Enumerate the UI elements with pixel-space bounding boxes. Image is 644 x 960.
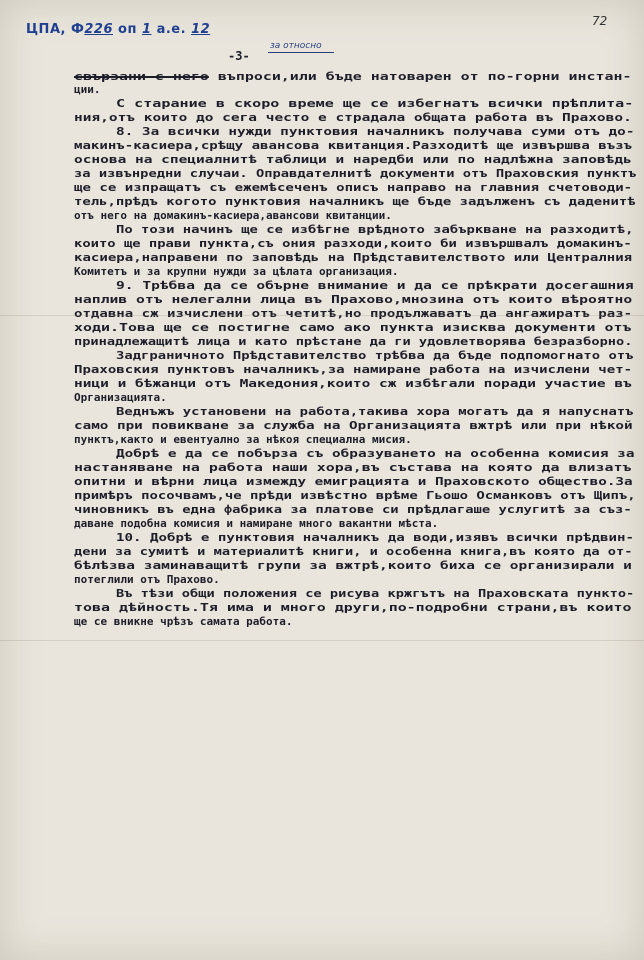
paper-crease bbox=[0, 640, 644, 641]
text-line: Комитетъ и за крупни нужди за цѣлата организация. bbox=[74, 265, 399, 278]
text-line: По този начинъ ще се избѣгне врѣдното забъркване на разходитѣ, bbox=[116, 223, 634, 236]
text-line: пунктъ,както и евентуално за нѣкоя специална мисия. bbox=[74, 433, 412, 446]
text-line: касиера,направени по заповѣдь на Прѣдставителството или Централния bbox=[74, 251, 633, 264]
text-line: бѣлѣзва заминаващитѣ групи за вжтрѣ,които биха се организирали и bbox=[74, 559, 632, 572]
sheet-number: 72 bbox=[592, 14, 608, 28]
text-line: Организацията. bbox=[74, 391, 167, 404]
text-line: макинъ-касиера,срѣщу авансова квитанция.Разходитѣ ще извършва възъ bbox=[74, 139, 633, 152]
text-line: основа на специалнитѣ таблици и наредби или по надлѣжна заповѣдь bbox=[74, 153, 632, 166]
text-line: ще се изпращатъ съ ежемѣсеченъ описъ направо на главния счетоводи- bbox=[74, 181, 633, 194]
text-line: ходи.Това ще се постигне само ако пункта изисква документи отъ bbox=[74, 321, 632, 334]
stamp-opis-label: оп bbox=[118, 22, 137, 37]
text-line: отдавна сж изчислени отъ четитѣ,но продължаватъ да ангажиратъ раз- bbox=[74, 307, 633, 320]
text-line: ници и бѣжанци отъ Македония,които сж избѣгали поради участие въ bbox=[74, 377, 632, 390]
text-line: опитни и вѣрни лица измежду емиграцията и Праховското общество.За bbox=[74, 475, 633, 488]
text-line: наплив отъ нелегални лица въ Прахово,мнозина отъ които вѣроятно bbox=[74, 293, 633, 306]
paper-crease bbox=[0, 315, 644, 316]
stamp-prefix: ЦПА, Ф bbox=[26, 22, 85, 37]
text-line: С старание в скоро време ще се избегнатъ всички прѣплита- bbox=[116, 97, 634, 110]
stamp-opis: 1 bbox=[141, 22, 152, 37]
text-line: 9. Трѣбва да се обърне внимание и да се прѣкрати досегашния bbox=[116, 279, 634, 292]
text-line: Праховския пунктовъ началникъ,за намиране работа на изчислени чет- bbox=[74, 363, 633, 376]
text-line: принадлежащитѣ лица и като прѣстане да ги удовлетворява безразборно. bbox=[74, 335, 633, 348]
text-line: 8. За всички нужди пунктовия началникъ получава суми отъ до- bbox=[116, 125, 635, 138]
stamp-ae-label: а.е. bbox=[156, 22, 187, 37]
text-line: 10. Добрѣ е пунктовия началникъ да води,изявъ всички прѣдвин- bbox=[116, 531, 634, 544]
struck-text: свързани с него bbox=[74, 70, 209, 83]
text-line: Веднъжъ установени на работа,такива хора могатъ да я напуснатъ bbox=[116, 405, 634, 418]
text-line: даване подобна комисия и намиране много вакантни мѣста. bbox=[74, 517, 439, 530]
text-line: дени за сумитѣ и материалитѣ книги, и особенна книга,въ която да от- bbox=[74, 545, 633, 558]
stamp-fond: 226 bbox=[84, 22, 113, 37]
text-line bbox=[74, 70, 631, 84]
line-text: въпроси,или бъде натоварен от по-горни инстан- bbox=[208, 70, 632, 83]
text-line: това дѣйность.Тя има и много други,по-подробни страни,въ които bbox=[74, 601, 632, 614]
text-line: Добрѣ е да се побърза съ образуването на особенна комисия за bbox=[116, 447, 635, 460]
text-line: Задграничното Прѣдставителство трѣбва да бъде подпомогнато отъ bbox=[116, 349, 634, 362]
stamp-ae: 12 bbox=[191, 22, 211, 37]
text-line: ции. bbox=[74, 83, 101, 96]
text-line: ще се вникне чрѣзъ самата работа. bbox=[74, 615, 293, 628]
handwritten-margin-note: за относно bbox=[268, 41, 334, 53]
text-line: отъ него на домакинъ-касиера,авансови квитанции. bbox=[74, 209, 392, 222]
text-line: ния,отъ които до сега често е страдала общата работа въ Прахово. bbox=[74, 111, 632, 124]
text-line: които ще прави пункта,съ ония разходи,които би извършвалъ домакинъ- bbox=[74, 237, 632, 250]
text-line: Въ тѣзи общи положения се рисува кржгътъ на Праховската пункто- bbox=[116, 587, 635, 600]
text-line: само при повикване за служба на Организацията вжтрѣ или при нѣкой bbox=[74, 419, 633, 432]
text-line: примѣръ посочвамъ,че прѣди извѣстно врѣме Гьошо Османковъ отъ Щипъ, bbox=[74, 489, 636, 502]
text-line: за извънредни случаи. Оправдателнитѣ документи отъ Праховския пунктъ bbox=[74, 167, 637, 180]
text-line: настаняване на работа наши хора,въ състава на която да влизатъ bbox=[74, 461, 632, 474]
text-line: тель,прѣдъ когото пунктовия началникъ ще бъде задълженъ съ даденитѣ bbox=[74, 195, 636, 208]
page-number: -3- bbox=[228, 49, 250, 63]
text-line: потеглили отъ Прахово. bbox=[74, 573, 220, 586]
text-line: чиновникъ въ една фабрика за платове си прѣдлагаше услугитѣ за съз- bbox=[74, 503, 632, 516]
